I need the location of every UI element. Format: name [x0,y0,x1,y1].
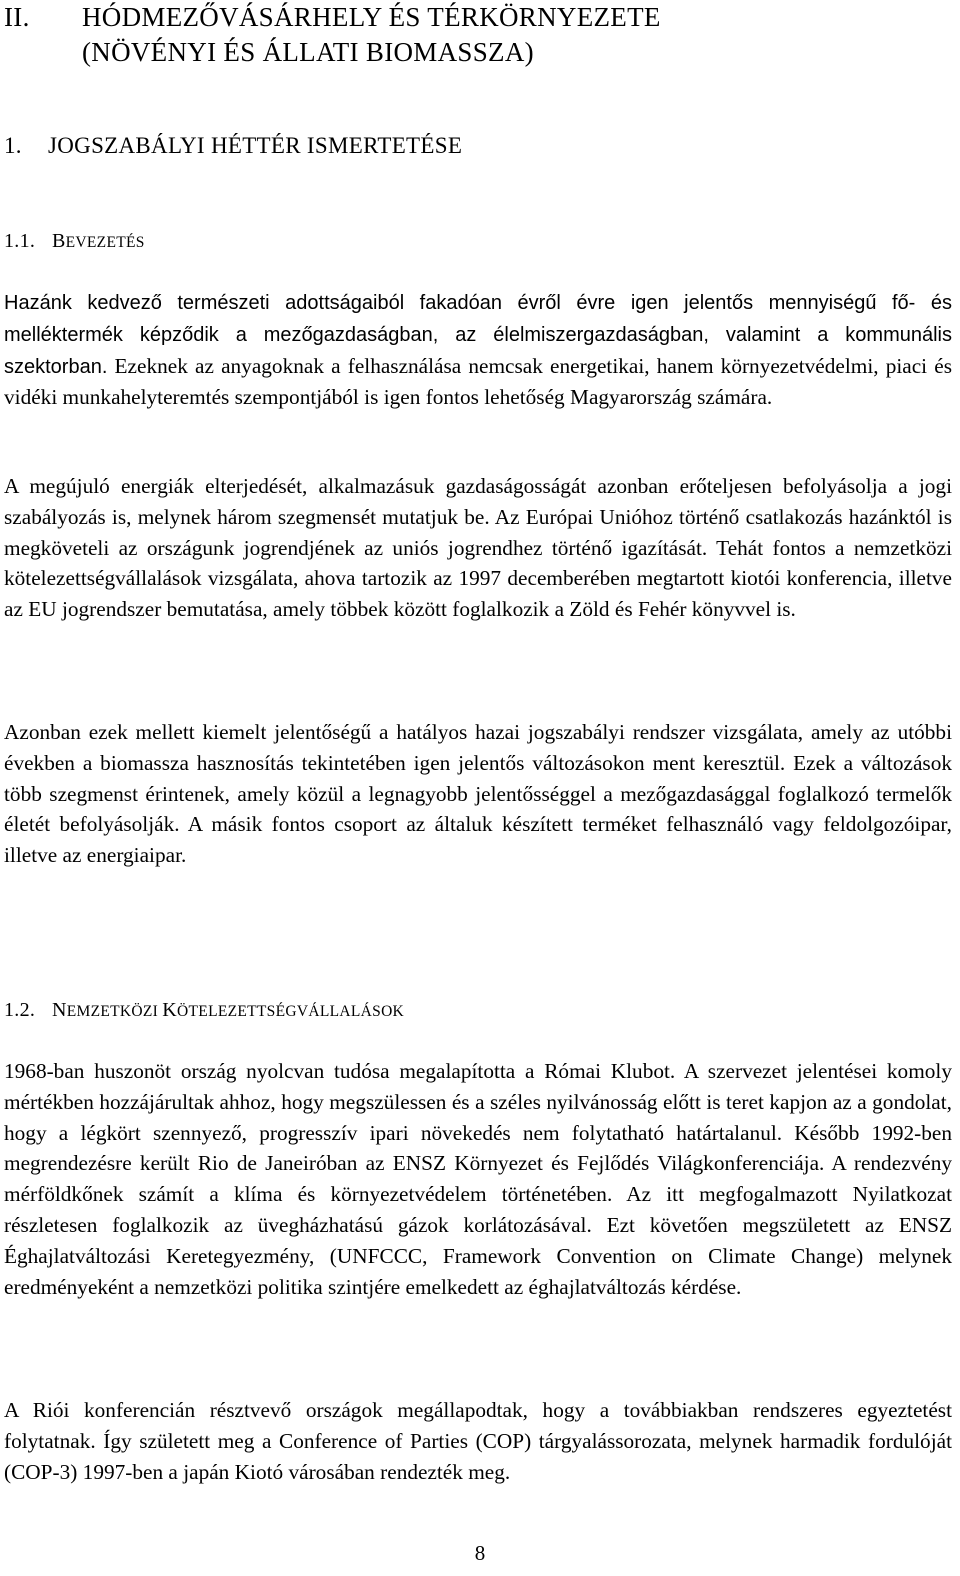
subsection-title-rest: ÖTELEZETTSÉGVÁLLALÁSOK [177,1003,405,1020]
paragraph-2: A megújuló energiák elterjedését, alkalmazásuk gazdaságosságát azonban erőteljesen befolyásolja a jogi szabályozás is, melynek három szegmensét mutatjuk be. Az Európai Unióhoz történő csatlakozás hazánktól is megköveteli az országunk jogrendjének az uniós jogrendhez történő igazítását. Tehát fontos a nemzetközi kötelezettségvállalások vizsgálata, ahova tartozik az 1997 decemberében megtartott kiotói konferencia, illetve az EU jogrendszer bemutatása, amely többek között foglalkozik a Zöld és Fehér könyvvel is. [4,474,952,622]
paragraph-1-sans-part: Hazánk kedvező természeti adottságaiból fakadóan évről évre igen jelentős mennyiségű fő- és melléktermék képződik a mezőgazdaságban, az élelmiszergazdaságban, valamint a kommunális szektorban. [4,292,952,378]
paragraph-5: A Riói konferencián résztvevő országok megállapodtak, hogy a továbbiakban rendszeres egyeztetést folytatnak. Így született meg a Conference of Parties (COP) tárgyalássorozata, melynek harmadik fordulóját (COP-3) 1997-ben a japán Kiotó városában rendezték meg. [4,1398,952,1484]
subsection-number: 1.2. [4,999,36,1021]
subsection-number: 1.1. [4,230,36,252]
section-heading [4,131,462,161]
section-number: 1. [4,133,22,158]
paragraph-4: 1968-ban huszonöt ország nyolcvan tudósa megalapította a Római Klubot. A szervezet jelentései komoly mértékben hozzájárultak ahhoz, hogy megszülessen és a széles nyilvánosság előtt is teret kapjon az a gondolat, hogy a légkört szennyező, progresszív ipari növekedés nem folytatható határtalanul. Később 1992-ben megrendezésre került Rio de Janeiróban az ENSZ Környezet és Fejlődés Világkonferenciája. A rendezvény mérföldkőnek számít a klíma és környezetvédelem történetében. Az itt megfogalmazott Nyilatkozat részletesen foglalkozik az üvegházhatású gázok korlátozásával. Ezt követően megszületett az ENSZ Éghajlatváltozási Keretegyezmény, (UNFCCC, Framework Convention on Climate Change) melynek eredményeként a nemzetközi politika szintjére emelkedett az éghajlatváltozás kérdése. [4,1059,952,1299]
chapter-title-line2: (NÖVÉNYI ÉS ÁLLATI BIOMASSZA) [82,37,534,67]
paragraph-1 [4,287,952,413]
page-number: 8 [474,1541,486,1565]
chapter-number: II. [4,2,30,32]
chapter-title-line1: HÓDMEZŐVÁSÁRHELY ÉS TÉRKÖRNYEZETE [82,2,661,32]
paragraph-1-serif-part: Ezeknek az anyagoknak a felhasználása nemcsak energetikai, hanem környezetvédelmi, piaci és vidéki munkahelyteremtés szempontjából is igen fontos lehetőség Magyarország számára. [4,353,952,410]
subsection-title-initial: N [52,999,67,1021]
paragraph-3: Azonban ezek mellett kiemelt jelentőségű a hatályos hazai jogszabályi rendszer vizsgálata, amely az utóbbi években a biomassza hasznosítás tekintetében igen jelentős változásokon ment keresztül. Ezek a változások több szegmenst érintenek, amely közül a legnagyobb jelentősséggel a mezőgazdasággal foglalkozó termelők életét befolyásolják. A másik fontos csoport az általuk készített terméket felhasználó vagy feldolgozóipar, illetve az energiaipar. [4,720,952,868]
subsection-heading-1-2 [4,997,404,1025]
subsection-title-initial: K [162,999,178,1021]
subsection-heading-1-1 [4,228,145,256]
subsection-title-initial: B [52,230,66,252]
subsection-title-rest: EMZETKÖZI [66,1003,163,1020]
subsection-title-rest: EVEZETÉS [65,234,145,251]
section-title: JOGSZABÁLYI HÉTTÉR ISMERTETÉSE [48,133,463,158]
chapter-title [4,0,954,70]
